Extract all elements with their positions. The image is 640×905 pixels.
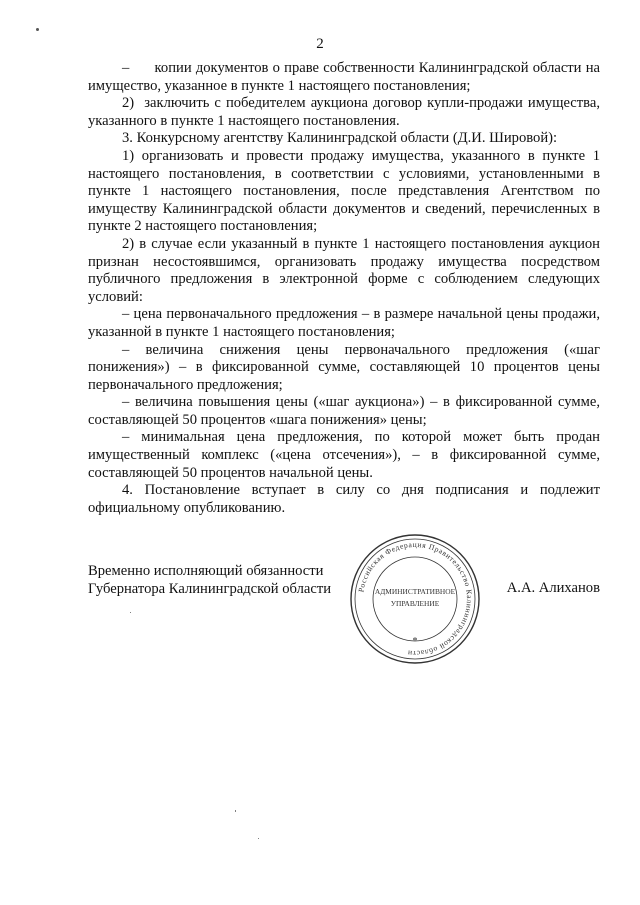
paragraph: 2) в случае если указанный в пункте 1 настоящего постановления аукцион признан несостоявшимся, организовать продажу имущества посредством публичного предложения в электронной форме с соблюдением следующих условий: (88, 235, 600, 305)
paragraph: – цена первоначального предложения – в размере начальной цены продажи, указанной в пункте 1 настоящего постановления; (88, 306, 600, 340)
paragraph: – минимальная цена предложения, по которой может быть продан имущественный комплекс («цена отсечения»), – в фиксированной сумме, составляющей 50 процентов начальной цены. (88, 429, 600, 481)
signature-title-line-1: Временно исполняющий обязанности (88, 563, 324, 579)
paragraph: – величина повышения цены («шаг аукциона») – в фиксированной сумме, составляющей 50 процентов «шага понижения» цены; (88, 394, 600, 428)
paragraph: 3. Конкурсному агентству Калининградской области (Д.И. Шировой): (122, 130, 558, 147)
signature-block (88, 562, 331, 598)
seal-center-line-1: АДМИНИСТРАТИВНОЕ (374, 587, 456, 596)
paragraph: 4. Постановление вступает в силу со дня подписания и подлежит официальному опубликованию. (88, 482, 600, 516)
seal-center-line-2: УПРАВЛЕНИЕ (390, 599, 440, 608)
scan-speck (36, 28, 39, 31)
paragraph: 2) заключить с победителем аукциона договор купли-продажи имущества, указанного в пункте 1 настоящего постановления. (88, 95, 600, 129)
paragraph: – копии документов о праве собственности Калининградской области на имущество, указанное в пункте 1 настоящего постановления; (88, 60, 600, 94)
official-seal (348, 532, 482, 666)
seal-star-icon: * (412, 636, 418, 647)
signature-title-line-2: Губернатора Калининградской области (88, 581, 332, 597)
scan-speck (258, 838, 259, 839)
scan-speck (130, 612, 131, 613)
page-number: 2 (316, 36, 324, 52)
scan-speck (235, 810, 236, 812)
signatory-name: А.А. Алиханов (506, 580, 600, 596)
paragraph: 1) организовать и провести продажу имущества, указанного в пункте 1 настоящего постановления, в соответствии с условиями, установленными в пункте 1 настоящего постановления, после представления Агентством по имуществу Калининградской области документов и сведений, перечисленных в пункте 2 настоящего постановления; (88, 147, 600, 235)
document-body (88, 60, 600, 517)
seal-ring-text: Российская Федерация Правительство Калининградской области (356, 539, 475, 659)
paragraph: – величина снижения цены первоначального предложения («шаг понижения») – в фиксированной сумме, составляющей 10 процентов цены первоначального предложения; (88, 341, 600, 393)
